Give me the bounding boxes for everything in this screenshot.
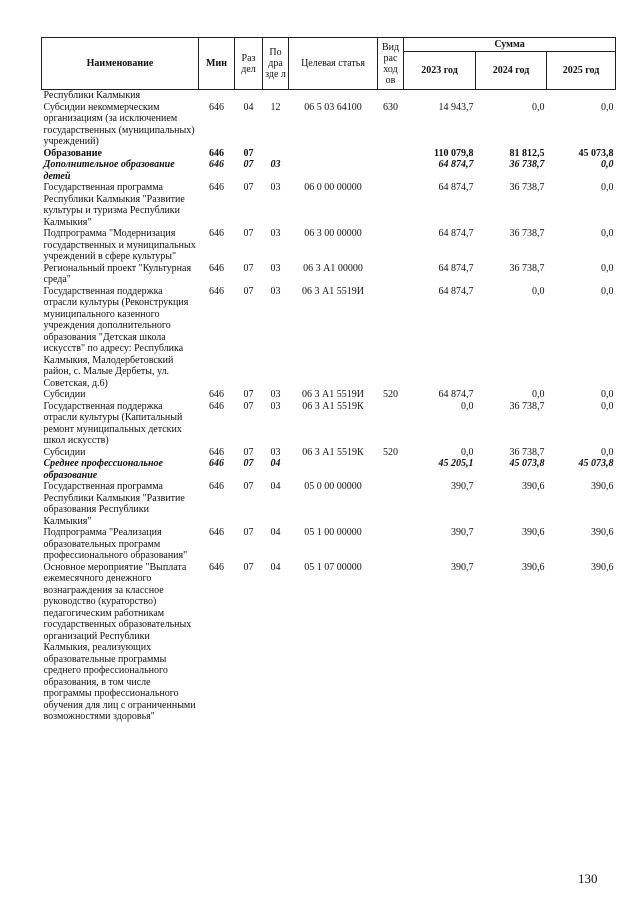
row-name: Дополнительное образование детей	[43, 159, 175, 182]
table-row	[42, 159, 616, 182]
row-podrazdel	[263, 90, 289, 102]
row-razdel: 07	[243, 285, 254, 297]
table-row	[42, 562, 616, 723]
row-vid	[378, 458, 404, 481]
col-vid-header: Вид рас ход ов	[378, 38, 404, 90]
row-sum-2023: 64 874,7	[438, 228, 474, 239]
row-min: 646	[209, 262, 224, 274]
row-sum-2023: 14 943,7	[438, 101, 474, 113]
table-body	[42, 90, 616, 723]
table-row	[42, 148, 616, 160]
row-name: Образование	[43, 147, 102, 159]
row-sum-2025: 390,6	[591, 527, 614, 538]
row-target: 05 1 00 00000	[304, 527, 362, 538]
table-row	[42, 102, 616, 148]
row-name: Подпрограмма "Модернизация государственных и муниципальных учреждений в сфере культуры"	[43, 228, 196, 262]
row-target	[289, 458, 378, 481]
row-vid	[378, 481, 404, 527]
row-min: 646	[209, 561, 224, 573]
row-vid: 520	[383, 446, 398, 458]
row-sum-2024: 36 738,7	[509, 159, 545, 170]
table-row	[42, 286, 616, 390]
row-min: 646	[209, 400, 224, 412]
row-razdel: 07	[243, 182, 254, 193]
row-vid	[378, 182, 404, 228]
row-min: 646	[209, 527, 224, 538]
table-row	[42, 527, 616, 562]
row-sum-2023: 64 874,7	[438, 262, 474, 274]
row-podrazdel: 04	[270, 481, 281, 492]
row-podrazdel: 03	[270, 159, 281, 170]
row-vid	[378, 148, 404, 160]
row-razdel: 04	[243, 101, 254, 113]
row-sum-2024: 390,6	[522, 561, 545, 573]
row-razdel: 07	[243, 458, 254, 469]
row-sum-2023: 0,0	[461, 400, 474, 412]
row-name: Субсидии	[43, 389, 86, 400]
row-target: 06 3 00 00000	[304, 228, 362, 239]
row-min: 646	[209, 182, 224, 193]
col-target-header: Целевая статья	[289, 38, 378, 90]
row-min: 646	[209, 389, 224, 400]
row-target	[289, 90, 378, 102]
row-name: Региональный проект "Культурная среда"	[43, 262, 192, 285]
row-min: 646	[209, 159, 224, 170]
row-razdel	[235, 90, 263, 102]
row-razdel: 07	[243, 527, 254, 538]
row-sum-2025: 0,0	[601, 400, 614, 412]
row-razdel: 07	[243, 400, 254, 412]
row-razdel: 07	[243, 147, 254, 159]
row-min: 646	[209, 101, 224, 113]
row-sum-2025: 0,0	[601, 446, 614, 458]
row-razdel: 07	[243, 228, 254, 239]
row-sum-2025: 390,6	[591, 561, 614, 573]
row-sum-2025: 0,0	[601, 101, 614, 113]
col-min-header: Мин	[199, 38, 235, 90]
row-vid: 630	[383, 101, 398, 113]
row-min: 646	[209, 147, 224, 159]
table-row	[42, 481, 616, 527]
table-row	[42, 182, 616, 228]
row-name: Субсидии	[43, 446, 86, 458]
col-2023-header: 2023 год	[404, 52, 476, 90]
row-sum-2024: 0,0	[532, 285, 545, 297]
row-podrazdel: 03	[270, 389, 281, 400]
col-podrazdel-header: По дра зде л	[263, 38, 289, 90]
col-2024-header: 2024 год	[476, 52, 547, 90]
row-sum-2024: 45 073,8	[509, 458, 545, 469]
row-name: Государственная поддержка отрасли культуры (Реконструкция муниципального казенного учреждения дополнительного образования "Детская школа искусств" по адресу: Республика Калмыкия, Малодербетовский район, с. Малые Дербеты, ул. Советская, д.6)	[43, 285, 189, 389]
row-sum-2023	[404, 90, 476, 102]
row-vid	[378, 527, 404, 562]
col-razdel-header: Раз дел	[235, 38, 263, 90]
row-name: Государственная поддержка отрасли культуры (Капитальный ремонт муниципальных детских школ искусств)	[43, 400, 183, 446]
row-target: 06 3 А1 5519К	[302, 446, 364, 458]
row-target: 06 3 А1 5519И	[302, 285, 364, 297]
row-razdel: 07	[243, 446, 254, 458]
row-razdel: 07	[243, 561, 254, 573]
budget-table	[41, 37, 616, 723]
row-sum-2024: 36 738,7	[509, 446, 545, 458]
row-sum-2023: 45 205,1	[438, 458, 474, 469]
row-sum-2024: 36 738,7	[509, 262, 545, 274]
row-sum-2024: 36 738,7	[509, 182, 545, 193]
row-target: 06 3 А1 5519К	[302, 400, 364, 412]
row-target: 06 5 03 64100	[304, 101, 362, 113]
table-row	[42, 263, 616, 286]
table-row	[42, 458, 616, 481]
table-row	[42, 447, 616, 459]
row-vid	[378, 159, 404, 182]
row-vid	[378, 401, 404, 447]
row-sum-2025: 0,0	[601, 389, 614, 400]
row-podrazdel: 03	[270, 262, 281, 274]
row-target	[289, 159, 378, 182]
row-min: 646	[209, 228, 224, 239]
row-sum-2025: 45 073,8	[578, 458, 614, 469]
row-podrazdel: 03	[270, 182, 281, 193]
row-sum-2024: 390,6	[522, 527, 545, 538]
row-sum-2025: 0,0	[601, 228, 614, 239]
row-min: 646	[209, 458, 224, 469]
table-row	[42, 90, 616, 102]
row-razdel: 07	[243, 262, 254, 274]
row-sum-2023: 64 874,7	[438, 285, 474, 297]
row-sum-2023: 0,0	[461, 446, 474, 458]
row-podrazdel: 03	[270, 285, 281, 297]
row-target: 05 1 07 00000	[304, 561, 362, 573]
row-min: 646	[209, 446, 224, 458]
row-sum-2023: 390,7	[451, 527, 474, 538]
row-sum-2025	[547, 90, 616, 102]
row-podrazdel: 03	[270, 228, 281, 239]
row-sum-2023: 64 874,7	[438, 182, 474, 193]
row-name: Республики Калмыкия	[43, 90, 141, 101]
row-sum-2023: 64 874,7	[438, 159, 474, 170]
row-sum-2025: 390,6	[591, 481, 614, 492]
row-name: Среднее профессиональное образование	[43, 458, 163, 481]
row-podrazdel: 04	[270, 561, 281, 573]
row-min	[199, 90, 235, 102]
row-podrazdel: 04	[270, 458, 281, 469]
col-2025-header: 2025 год	[547, 52, 616, 90]
row-sum-2023: 110 079,8	[434, 147, 474, 159]
col-name-header: Наименование	[42, 38, 199, 90]
row-sum-2024: 36 738,7	[509, 400, 545, 412]
row-sum-2024: 81 812,5	[509, 147, 545, 159]
row-vid	[378, 263, 404, 286]
row-razdel: 07	[243, 159, 254, 170]
row-vid	[378, 228, 404, 263]
row-vid	[378, 286, 404, 390]
row-sum-2024	[476, 90, 547, 102]
row-target	[289, 148, 378, 160]
row-name: Субсидии некоммерческим организациям (за исключением государственных (муниципальных) учреждений)	[43, 101, 195, 147]
row-target: 05 0 00 00000	[304, 481, 362, 492]
row-name: Основное мероприятие "Выплата ежемесячного денежного вознаграждения за классное руководство (кураторство) педагогическим работникам государственных образовательных организаций Республики Калмыкия, реализующих образовательные программы среднего профессионального образования, в том числе программы профессионального обучения для лиц с ограниченными возможностями здоровья"	[43, 561, 196, 722]
row-podrazdel	[263, 148, 289, 160]
table-row	[42, 389, 616, 401]
row-sum-2023: 390,7	[451, 561, 474, 573]
row-sum-2024: 390,6	[522, 481, 545, 492]
row-razdel: 07	[243, 481, 254, 492]
row-sum-2025: 0,0	[601, 262, 614, 274]
row-sum-2024: 36 738,7	[509, 228, 545, 239]
row-name: Подпрограмма "Реализация образовательных программ профессионального образования"	[43, 527, 188, 561]
col-sum-header: Сумма	[404, 38, 616, 52]
row-sum-2025: 0,0	[601, 182, 614, 193]
row-name: Государственная программа Республики Калмыкия "Развитие образования Республики Калмыкия"	[43, 481, 185, 527]
row-vid	[378, 562, 404, 723]
row-name: Государственная программа Республики Калмыкия "Развитие культуры и туризма Республики Калмыкия"	[43, 182, 185, 228]
row-sum-2023: 64 874,7	[438, 389, 474, 400]
row-vid: 520	[383, 389, 398, 400]
row-min: 646	[209, 481, 224, 492]
table-header	[42, 38, 616, 90]
row-podrazdel: 04	[270, 527, 281, 538]
page-number: 130	[578, 871, 598, 886]
row-sum-2025: 0,0	[601, 159, 614, 170]
row-target: 06 3 А1 5519И	[302, 389, 364, 400]
row-razdel: 07	[243, 389, 254, 400]
row-podrazdel: 03	[270, 446, 281, 458]
row-podrazdel: 12	[270, 101, 281, 113]
row-sum-2025: 0,0	[601, 285, 614, 297]
row-target: 06 3 А1 00000	[303, 262, 363, 274]
row-sum-2024: 0,0	[532, 101, 545, 113]
row-vid	[378, 90, 404, 102]
row-target: 06 0 00 00000	[304, 182, 362, 193]
table-row	[42, 401, 616, 447]
row-sum-2023: 390,7	[451, 481, 474, 492]
row-sum-2024: 0,0	[532, 389, 545, 400]
row-min: 646	[209, 285, 224, 297]
row-podrazdel: 03	[270, 400, 281, 412]
row-sum-2025: 45 073,8	[578, 147, 614, 159]
table-row	[42, 228, 616, 263]
